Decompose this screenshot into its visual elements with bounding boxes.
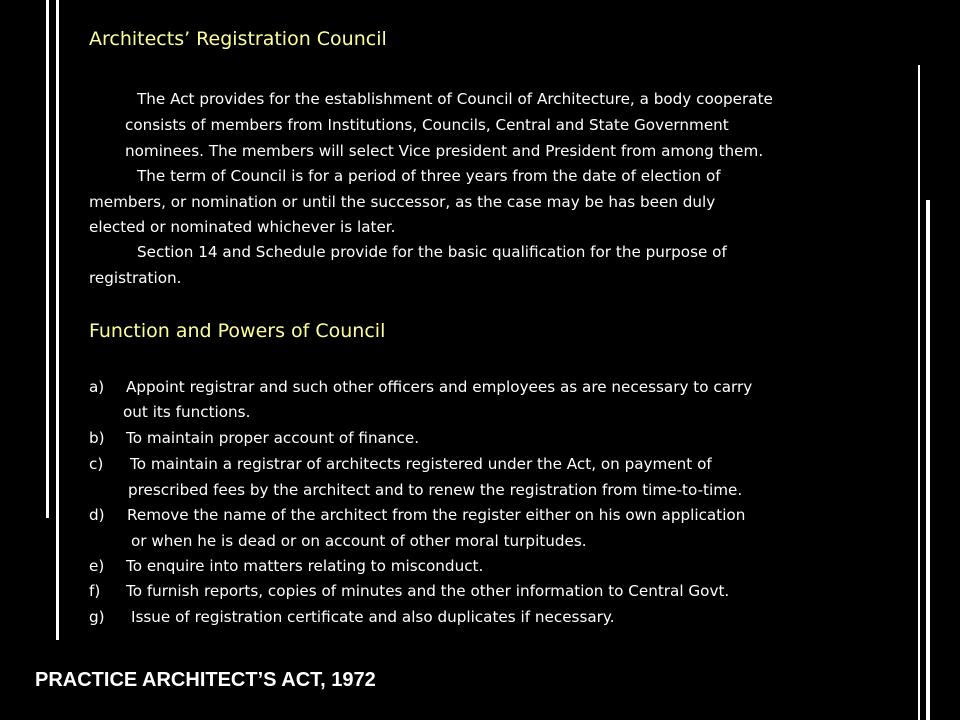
list-item-continuation: out its functions. [123,403,251,421]
list-marker: g) [89,608,105,626]
section-heading-functions: Function and Powers of Council [89,320,386,342]
list-marker: b) [89,429,105,447]
paragraph-line: consists of members from Institutions, Councils, Central and State Government [125,116,729,134]
list-item-text: Remove the name of the architect from the register either on his own application [127,506,746,524]
list-marker: e) [89,557,105,575]
left-inner-bar [56,0,59,640]
paragraph-line: The Act provides for the establishment of Council of Architecture, a body cooperate [137,90,773,108]
list-marker: f) [89,582,101,600]
left-outer-bar [46,0,49,518]
paragraph-line: elected or nominated whichever is later. [89,218,396,236]
right-thick-bar [926,200,930,720]
list-item-continuation: or when he is dead or on account of other moral turpitudes. [131,532,587,550]
list-item-text: Appoint registrar and such other officers and employees as are necessary to carry [126,378,753,396]
list-item-text: To maintain proper account of finance. [126,429,420,447]
list-item-text: To enquire into matters relating to misconduct. [126,557,484,575]
paragraph-line: members, or nomination or until the successor, as the case may be has been duly [89,193,716,211]
paragraph-line: registration. [89,269,182,287]
list-marker: c) [89,455,104,473]
list-item-continuation: prescribed fees by the architect and to renew the registration from time-to-time. [128,481,743,499]
section-heading-council: Architects’ Registration Council [89,28,387,50]
list-marker: a) [89,378,105,396]
paragraph-line: nominees. The members will select Vice president and President from among them. [125,142,764,160]
list-item-text: To maintain a registrar of architects registered under the Act, on payment of [130,455,712,473]
right-thin-bar [918,65,920,720]
list-marker: d) [89,506,105,524]
paragraph-line: Section 14 and Schedule provide for the basic qualification for the purpose of [137,243,727,261]
paragraph-line: The term of Council is for a period of three years from the date of election of [137,167,721,185]
list-item-text: To furnish reports, copies of minutes and the other information to Central Govt. [126,582,730,600]
list-item-text: Issue of registration certificate and also duplicates if necessary. [131,608,615,626]
footer-title: PRACTICE ARCHITECT’S ACT, 1972 [35,669,376,691]
